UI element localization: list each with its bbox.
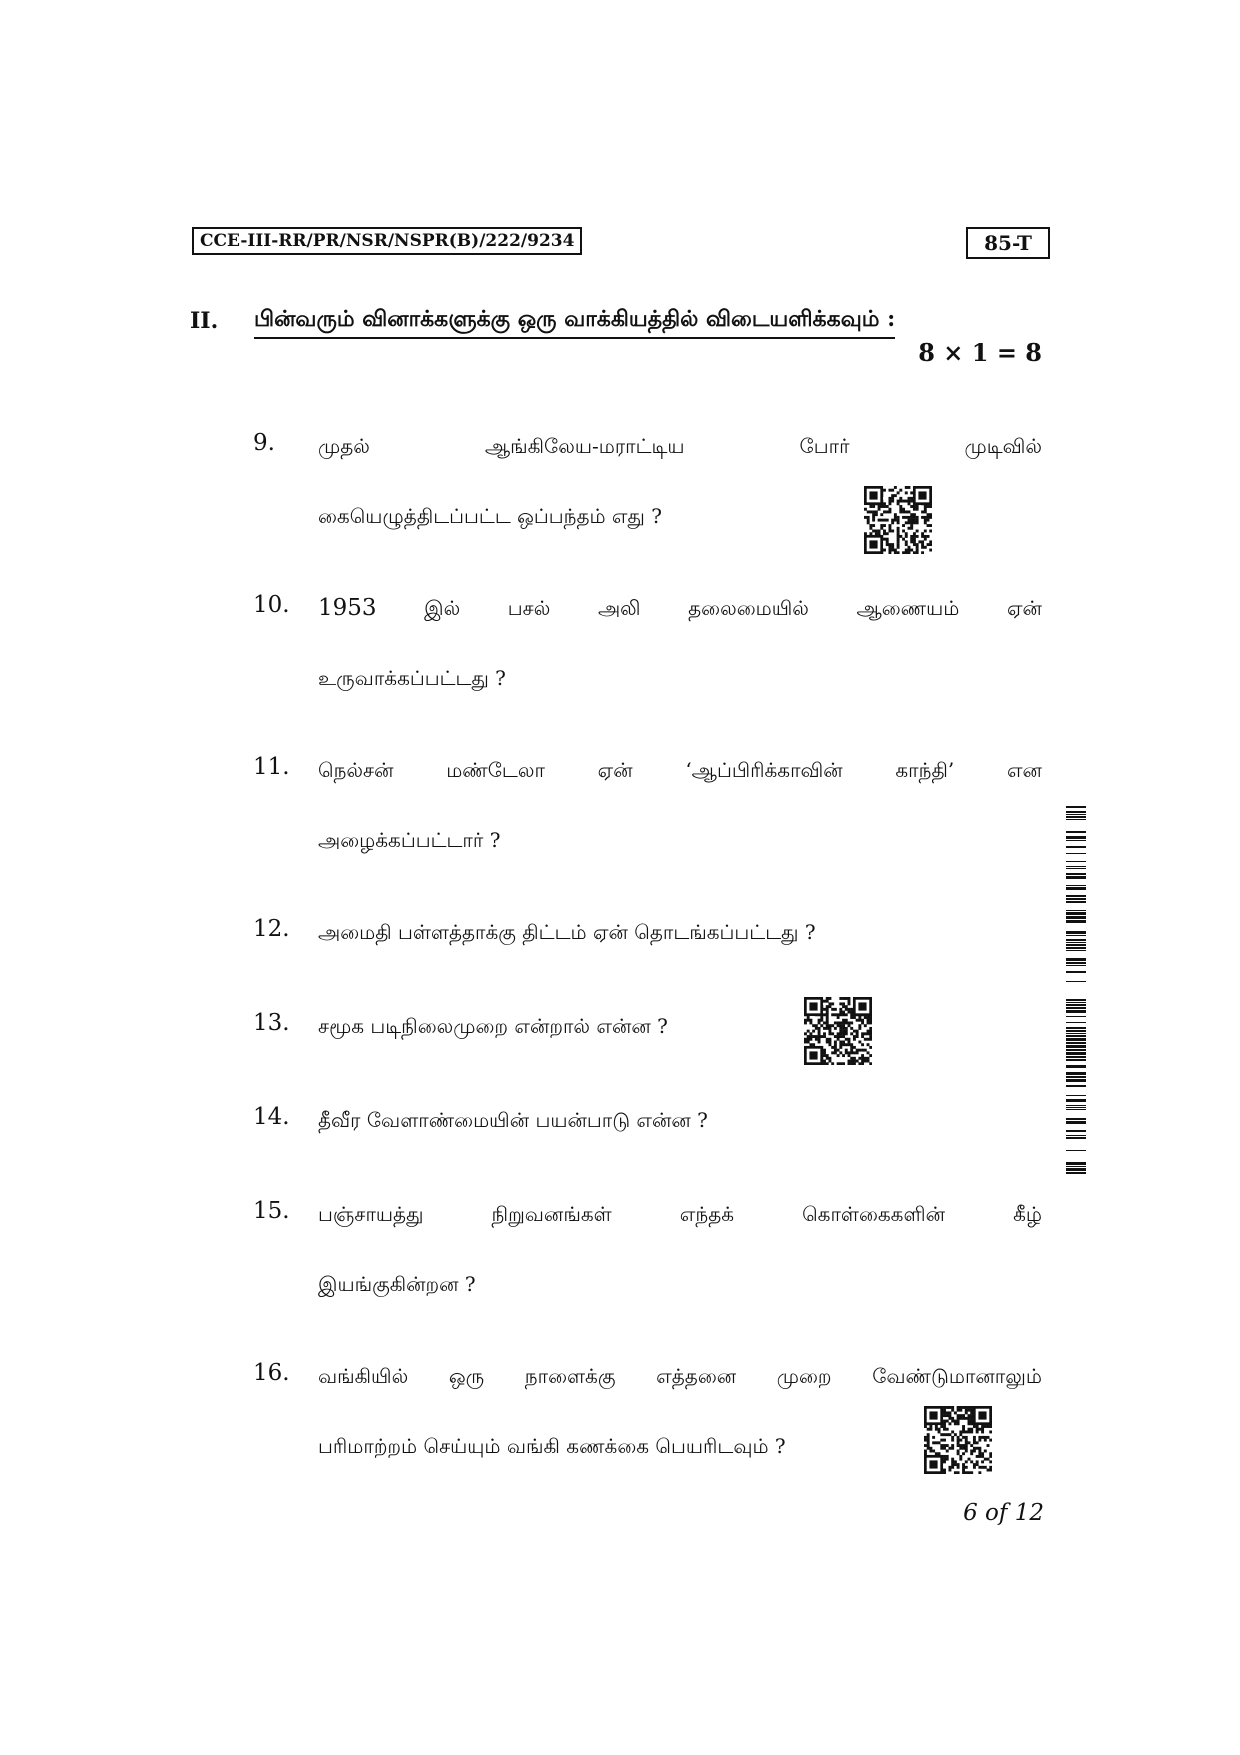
question-number: 10. xyxy=(253,592,290,618)
question-line: சமூக படிநிலைமுறை என்றால் என்ன ? xyxy=(318,1014,668,1038)
question-number: 11. xyxy=(253,754,290,780)
barcode-icon xyxy=(1066,806,1086,1174)
question-line: தீவீர வேளாண்மையின் பயன்பாடு என்ன ? xyxy=(318,1108,708,1132)
question-number: 16. xyxy=(253,1360,290,1386)
question-line: கையெழுத்திடப்பட்ட ஒப்பந்தம் எது ? xyxy=(318,504,662,528)
qr-code-icon xyxy=(924,1406,992,1474)
page-number: 6 of 12 xyxy=(963,1500,1044,1526)
question-line: அழைக்கப்பட்டார் ? xyxy=(318,828,501,852)
exam-code: CCE-III-RR/PR/NSR/NSPR(B)/222/9234 xyxy=(192,227,582,255)
question-number: 12. xyxy=(253,916,290,942)
question-line: நெல்சன் மண்டேலா ஏன் ‘ஆப்பிரிக்காவின் காந்தி’ என xyxy=(318,758,1042,782)
question-line: உருவாக்கப்பட்டது ? xyxy=(318,666,506,690)
question-number: 14. xyxy=(253,1104,290,1130)
question-number: 9. xyxy=(253,430,275,456)
question-line: பரிமாற்றம் செய்யும் வங்கி கணக்கை பெயரிடவும் ? xyxy=(318,1434,786,1458)
section-marks: 8 × 1 = 8 xyxy=(918,338,1042,367)
section-title: பின்வரும் வினாக்களுக்கு ஒரு வாக்கியத்தில் விடையளிக்கவும் : xyxy=(254,306,895,339)
question-line: பஞ்சாயத்து நிறுவனங்கள் எந்தக் கொள்கைகளின் கீழ் xyxy=(318,1202,1042,1226)
question-line: வங்கியில் ஒரு நாளைக்கு எத்தனை முறை வேண்டுமானாலும் xyxy=(318,1364,1042,1388)
qr-code-icon xyxy=(804,997,872,1065)
question-line: இயங்குகின்றன ? xyxy=(318,1272,476,1296)
paper-code: 85-T xyxy=(966,227,1050,259)
question-line: 1953 இல் பசல் அலி தலைமையில் ஆணையம் ஏன் xyxy=(318,595,1042,621)
question-number: 13. xyxy=(253,1010,290,1036)
question-line: முதல் ஆங்கிலேய-மராட்டிய போர் முடிவில் xyxy=(318,434,1042,458)
qr-code-icon xyxy=(864,486,932,554)
section-number: II. xyxy=(190,308,219,334)
question-line: அமைதி பள்ளத்தாக்கு திட்டம் ஏன் தொடங்கப்பட்டது ? xyxy=(318,920,816,944)
question-number: 15. xyxy=(253,1198,290,1224)
